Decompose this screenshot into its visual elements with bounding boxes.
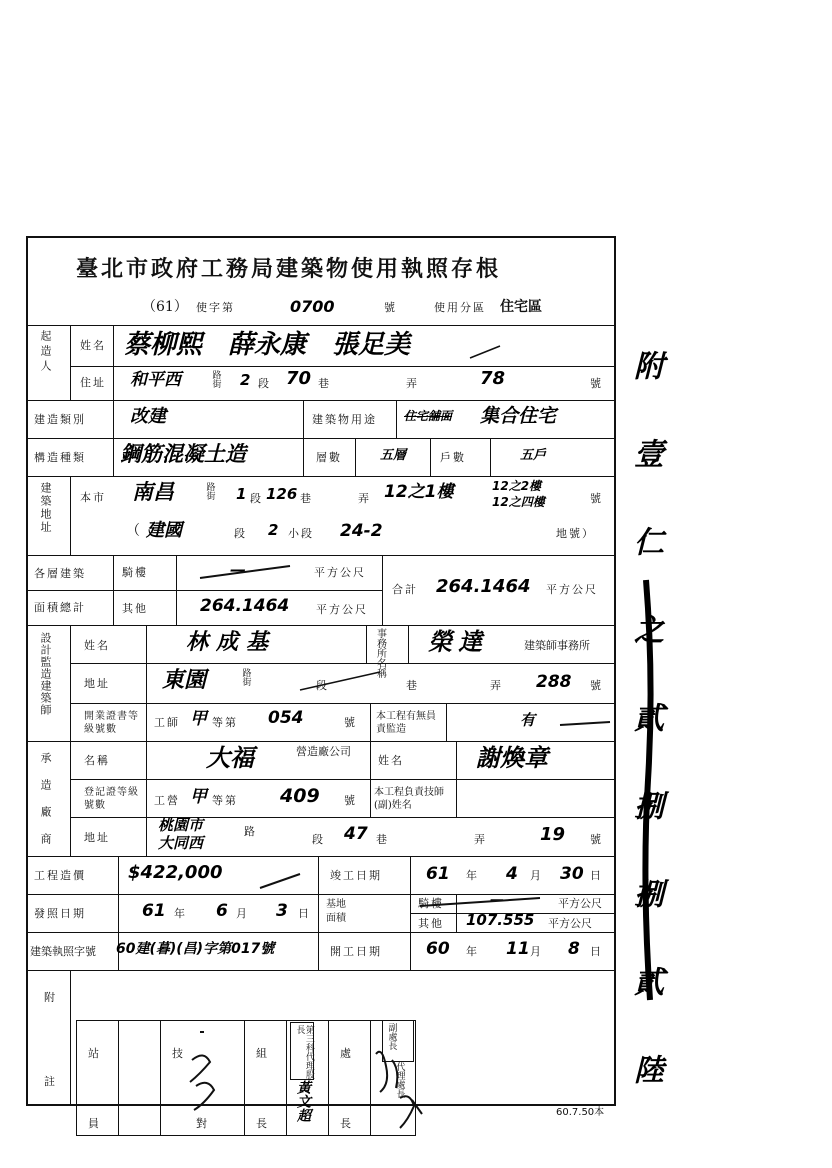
contractor-address-road: 大同西 bbox=[158, 834, 204, 852]
site-lane-label: 巷 bbox=[300, 492, 313, 505]
contractor-name-suffix: 營造廠公司 bbox=[296, 745, 351, 758]
builder-address-road: 和平西 bbox=[130, 370, 181, 390]
contractor-lane: 47 bbox=[344, 824, 368, 844]
completion-month-label: 月 bbox=[530, 869, 543, 882]
zone-label: 使用分區 bbox=[434, 301, 486, 314]
site-lot-number: 24-2 bbox=[340, 521, 383, 541]
site-number-label: 號 bbox=[590, 492, 603, 505]
architect-address-label: 地址 bbox=[84, 677, 110, 690]
architect-section-label: 段 bbox=[316, 679, 329, 692]
issue-month: 6 bbox=[216, 901, 228, 921]
builder-section-label: 段 bbox=[258, 377, 271, 390]
site-other-label: 其他 bbox=[418, 917, 444, 930]
stamp-text-4: 代理處長 bbox=[394, 1062, 405, 1098]
start-year-label: 年 bbox=[466, 945, 479, 958]
area-arcade-value: — bbox=[230, 560, 246, 579]
construction-type-value: 改建 bbox=[130, 406, 166, 427]
area-total-unit: 平方公尺 bbox=[546, 583, 598, 596]
start-day: 8 bbox=[568, 939, 580, 959]
floors-label: 層數 bbox=[316, 451, 342, 464]
architect-number: 288 bbox=[536, 672, 572, 692]
permit-ref-label: 建築執照字號 bbox=[30, 945, 96, 958]
issue-label: 發照日期 bbox=[34, 907, 86, 920]
architect-supervisor-value: 有 bbox=[520, 711, 536, 729]
builder-section: 2 bbox=[240, 371, 251, 389]
signoff-c4: 對 bbox=[196, 1117, 209, 1130]
stamp-signature: 黃文超 bbox=[295, 1080, 311, 1122]
contractor-reg-grade: 甲 bbox=[190, 787, 207, 807]
builder-name-label: 姓名 bbox=[80, 339, 106, 352]
area-total-label: 合計 bbox=[392, 583, 418, 596]
contractor-address-label: 地址 bbox=[84, 831, 110, 844]
architect-supervisor-label: 本工程有無員責監造 bbox=[376, 711, 436, 735]
signoff-c1: 站 bbox=[88, 1047, 101, 1060]
area-other-label: 其他 bbox=[122, 602, 148, 615]
contractor-road-suffix: 路 bbox=[244, 825, 257, 838]
architect-name-label: 姓名 bbox=[84, 639, 110, 652]
zone-value: 住宅區 bbox=[500, 299, 542, 315]
site-lot-suffix: 地號） bbox=[556, 527, 595, 540]
contractor-section-label: 段 bbox=[312, 833, 325, 846]
area-arcade-label: 騎樓 bbox=[122, 566, 148, 579]
construction-type-label: 建造類別 bbox=[34, 413, 86, 426]
builder-road-suffix: 路街 bbox=[210, 370, 221, 388]
site-arcade-unit: 平方公尺 bbox=[558, 897, 602, 910]
building-use-struck: 住宅舖面 bbox=[404, 409, 453, 423]
builder-address-label: 住址 bbox=[80, 376, 106, 389]
site-road-suffix: 路街 bbox=[204, 482, 215, 500]
contractor-tech-label: 本工程負責技師(副)姓名 bbox=[374, 787, 444, 811]
builder-lane: 70 bbox=[286, 368, 312, 389]
signoff-c2: 員 bbox=[88, 1117, 101, 1130]
architect-group-label: 設計監造建築師 bbox=[39, 632, 52, 716]
building-use-value: 集合住宅 bbox=[480, 405, 557, 427]
site-extra-1: 12之2樓 bbox=[492, 479, 542, 493]
site-road: 南昌 bbox=[132, 480, 174, 504]
completion-label: 竣工日期 bbox=[330, 869, 382, 882]
contractor-reg-label: 登記證等級號數 bbox=[84, 787, 139, 811]
site-other-value: 107.555 bbox=[466, 911, 535, 929]
contractor-alley-label: 弄 bbox=[474, 833, 487, 846]
signoff-c5: 組 bbox=[256, 1047, 269, 1060]
site-lot-sub-label: 小段 bbox=[288, 527, 314, 540]
area-label-2: 面積總計 bbox=[34, 601, 86, 614]
architect-number-label: 號 bbox=[590, 679, 603, 692]
start-month: 11 bbox=[506, 939, 530, 959]
site-city-label: 本市 bbox=[80, 491, 106, 504]
builder-lane-label: 巷 bbox=[318, 377, 331, 390]
area-other-unit: 平方公尺 bbox=[316, 603, 368, 616]
issue-month-label: 月 bbox=[236, 907, 249, 920]
margin-ink-mark-icon bbox=[628, 560, 668, 1040]
architect-license-suffix: 號 bbox=[344, 716, 357, 729]
signoff-c3: 技 bbox=[172, 1047, 185, 1060]
contractor-reg-grade-label: 等第 bbox=[212, 794, 238, 807]
site-arcade-label: 騎樓 bbox=[418, 897, 444, 910]
cost-label: 工程造價 bbox=[34, 869, 86, 882]
issue-day-label: 日 bbox=[298, 907, 311, 920]
issue-year: 61 bbox=[142, 901, 166, 921]
site-alley-label: 弄 bbox=[358, 492, 371, 505]
print-code: 60.7.50本 bbox=[556, 1107, 605, 1118]
contractor-lane-label: 巷 bbox=[376, 833, 389, 846]
completion-year: 61 bbox=[426, 864, 450, 884]
site-other-unit: 平方公尺 bbox=[548, 917, 592, 930]
signoff-c8: 長 bbox=[340, 1117, 353, 1130]
architect-name-value: 林成基 bbox=[186, 630, 277, 655]
notes-label-2: 註 bbox=[44, 1075, 57, 1088]
cost-value: $422,000 bbox=[128, 862, 223, 883]
floors-value: 五層 bbox=[380, 448, 407, 463]
architect-road-suffix: 路街 bbox=[240, 668, 251, 686]
contractor-name-value: 大福 bbox=[206, 744, 254, 772]
architect-license-label: 開業證書等級號數 bbox=[84, 711, 139, 735]
area-other-value: 264.1464 bbox=[200, 596, 290, 616]
area-arcade-unit: 平方公尺 bbox=[314, 566, 366, 579]
architect-lane-label: 巷 bbox=[406, 679, 419, 692]
architect-office-suffix: 建築師事務所 bbox=[524, 639, 590, 652]
builder-no-label: 弄 bbox=[406, 377, 419, 390]
contractor-group-label: 承造廠商 bbox=[39, 752, 52, 860]
contractor-number: 19 bbox=[540, 824, 566, 845]
area-total-value: 264.1464 bbox=[436, 576, 531, 597]
structure-value: 鋼筋混凝土造 bbox=[120, 442, 246, 466]
area-label-1: 各層建築 bbox=[34, 567, 86, 580]
builder-group-label: 起造人 bbox=[39, 330, 52, 375]
stamp-text-3: 副處長 bbox=[386, 1023, 397, 1050]
completion-day-label: 日 bbox=[590, 869, 603, 882]
margin-annotation: 附 壹 仁 之 貳 捌 捌 貳 陸 bbox=[628, 350, 663, 1098]
site-arcade-value: — bbox=[490, 892, 504, 908]
contractor-reg-number: 409 bbox=[280, 785, 320, 807]
completion-month: 4 bbox=[506, 864, 518, 884]
completion-year-label: 年 bbox=[466, 869, 479, 882]
contractor-reg-suffix: 號 bbox=[344, 794, 357, 807]
households-value: 五戶 bbox=[520, 448, 547, 463]
architect-office-value: 榮達 bbox=[428, 628, 488, 656]
contractor-name-label: 名稱 bbox=[84, 754, 110, 767]
permit-prefix: 使字第 bbox=[196, 301, 235, 314]
site-group-label: 建築地址 bbox=[39, 482, 52, 534]
site-section: 1 bbox=[236, 485, 247, 503]
contractor-address-city: 桃園市 bbox=[158, 816, 204, 834]
permit-number: 0700 bbox=[290, 297, 335, 316]
architect-address-road: 東園 bbox=[162, 668, 207, 693]
permit-suffix: 號 bbox=[384, 301, 397, 314]
start-month-label: 月 bbox=[530, 945, 543, 958]
builder-names: 蔡柳熙 薛永康 張足美 bbox=[124, 330, 411, 360]
contractor-number-label: 號 bbox=[590, 833, 603, 846]
site-section-label: 段 bbox=[250, 492, 263, 505]
architect-license-grade-label: 等第 bbox=[212, 716, 238, 729]
site-alley: 12之1樓 bbox=[384, 482, 454, 502]
architect-license-number: 054 bbox=[268, 708, 304, 728]
building-use-label: 建築物用途 bbox=[312, 413, 377, 426]
form-title: 臺北市政府工務局建築物使用執照存根 bbox=[76, 256, 502, 282]
site-lane: 126 bbox=[266, 485, 298, 503]
start-label: 開工日期 bbox=[330, 945, 382, 958]
builder-no: 78 bbox=[480, 368, 506, 389]
architect-alley-label: 弄 bbox=[490, 679, 503, 692]
signoff-c7: 處 bbox=[340, 1047, 353, 1060]
site-extra-2: 12之四樓 bbox=[492, 495, 545, 509]
builder-number-label: 號 bbox=[590, 377, 603, 390]
contractor-person-value: 謝煥章 bbox=[476, 744, 548, 772]
start-day-label: 日 bbox=[590, 945, 603, 958]
architect-license-prefix: 工師 bbox=[154, 716, 180, 729]
site-lot-section-label: 段 bbox=[234, 527, 247, 540]
contractor-person-label: 姓名 bbox=[378, 754, 404, 767]
signoff-c6: 長 bbox=[256, 1117, 269, 1130]
architect-license-grade: 甲 bbox=[190, 709, 207, 729]
stamp-text-1: 第三科代理股長 bbox=[294, 1025, 314, 1079]
site-lot-prefix: （ bbox=[126, 523, 140, 539]
site-lot-sub: 2 bbox=[268, 521, 279, 539]
structure-label: 構造種類 bbox=[34, 451, 86, 464]
permit-ref-value: 60建(暮)(昌)字第017號 bbox=[116, 941, 275, 957]
site-lot-section: 建國 bbox=[146, 520, 182, 541]
notes-label-1: 附 bbox=[44, 991, 57, 1004]
architect-office-label: 事務所名稱 bbox=[374, 628, 386, 678]
site-area-label: 基地面積 bbox=[326, 899, 346, 924]
households-label: 戶數 bbox=[440, 451, 466, 464]
issue-year-label: 年 bbox=[174, 907, 187, 920]
start-year: 60 bbox=[426, 939, 450, 959]
permit-year: （61） bbox=[142, 299, 188, 315]
issue-day: 3 bbox=[276, 901, 288, 921]
completion-day: 30 bbox=[560, 864, 584, 884]
contractor-reg-prefix: 工營 bbox=[154, 794, 180, 807]
